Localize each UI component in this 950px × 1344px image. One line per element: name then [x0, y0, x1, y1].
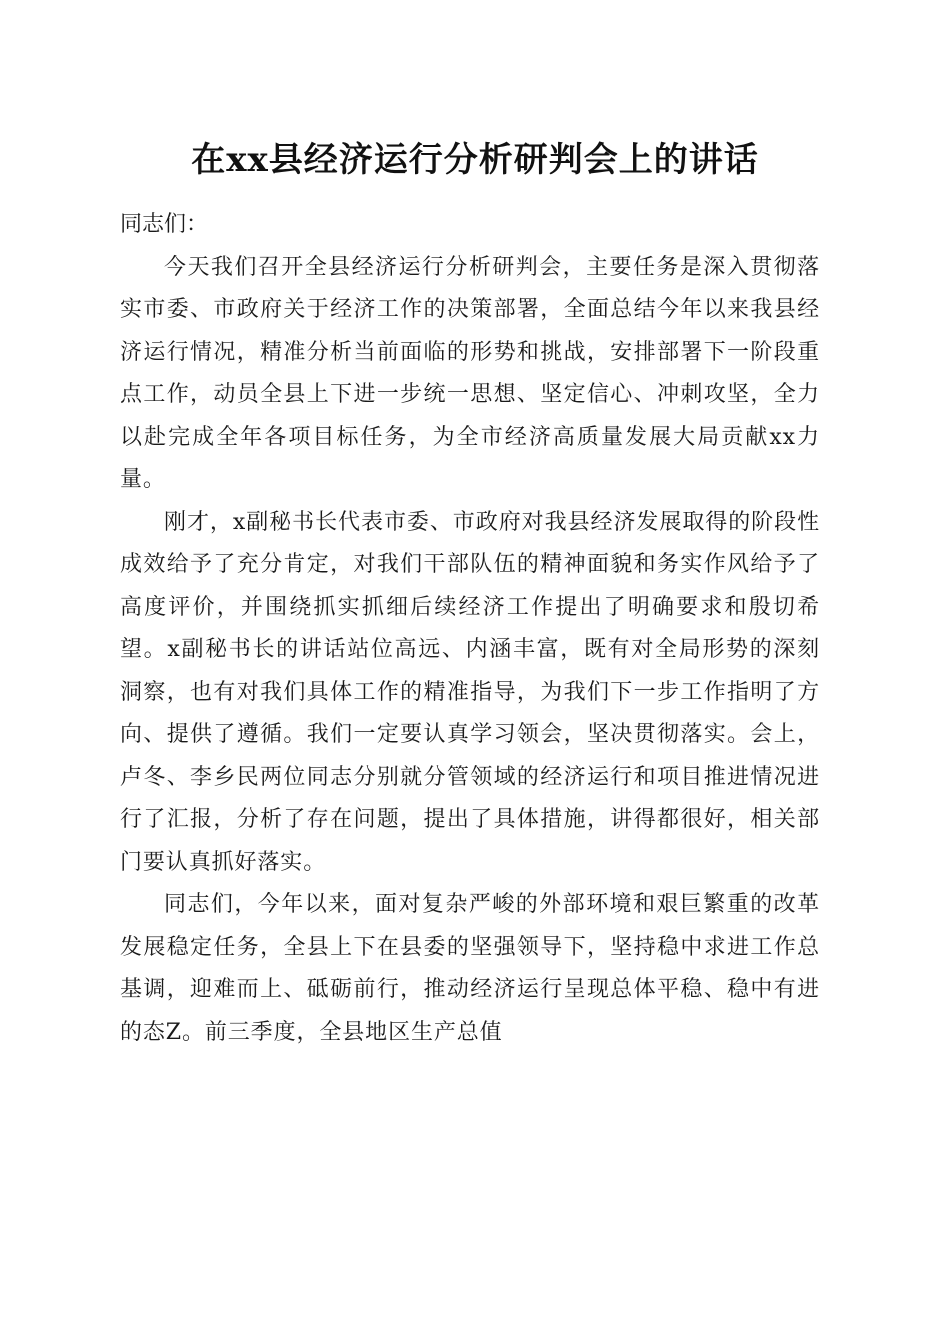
document-body: [120, 204, 820, 1054]
paragraph-1: 今天我们召开全县经济运行分析研判会，主要任务是深入贯彻落实市委、市政府关于经济工作的决策部署，全面总结今年以来我县经济运行情况，精准分析当前面临的形势和挑战，安排部署下一阶段重点工作，动员全县上下进一步统一思想、坚定信心、冲刺攻坚，全力以赴完成全年各项目标任务，为全市经济高质量发展大局贡献xx力量。: [120, 254, 820, 492]
document-title: 在xx县经济运行分析研判会上的讲话: [191, 140, 759, 180]
paragraph-2: 刚才，x副秘书长代表市委、市政府对我县经济发展取得的阶段性成效给予了充分肯定，对我们干部队伍的精神面貌和务实作风给予了高度评价，并围绕抓实抓细后续经济工作提出了明确要求和殷切希望。x副秘书长的讲话站位高远、内涵丰富，既有对全局形势的深刻洞察，也有对我们具体工作的精准指导，为我们下一步工作指明了方向、提供了遵循。我们一定要认真学习领会，坚决贯彻落实。会上，卢冬、李乡民两位同志分别就分管领域的经济运行和项目推进情况进行了汇报，分析了存在问题，提出了具体措施，讲得都很好，相关部门要认真抓好落实。: [120, 509, 820, 875]
paragraph-3: 同志们，今年以来，面对复杂严峻的外部环境和艰巨繁重的改革发展稳定任务，全县上下在县委的坚强领导下，坚持稳中求进工作总基调，迎难而上、砥砺前行，推动经济运行呈现总体平稳、稳中有进的态Z。前三季度，全县地区生产总值: [120, 892, 820, 1045]
salutation: 同志们：: [120, 212, 209, 237]
